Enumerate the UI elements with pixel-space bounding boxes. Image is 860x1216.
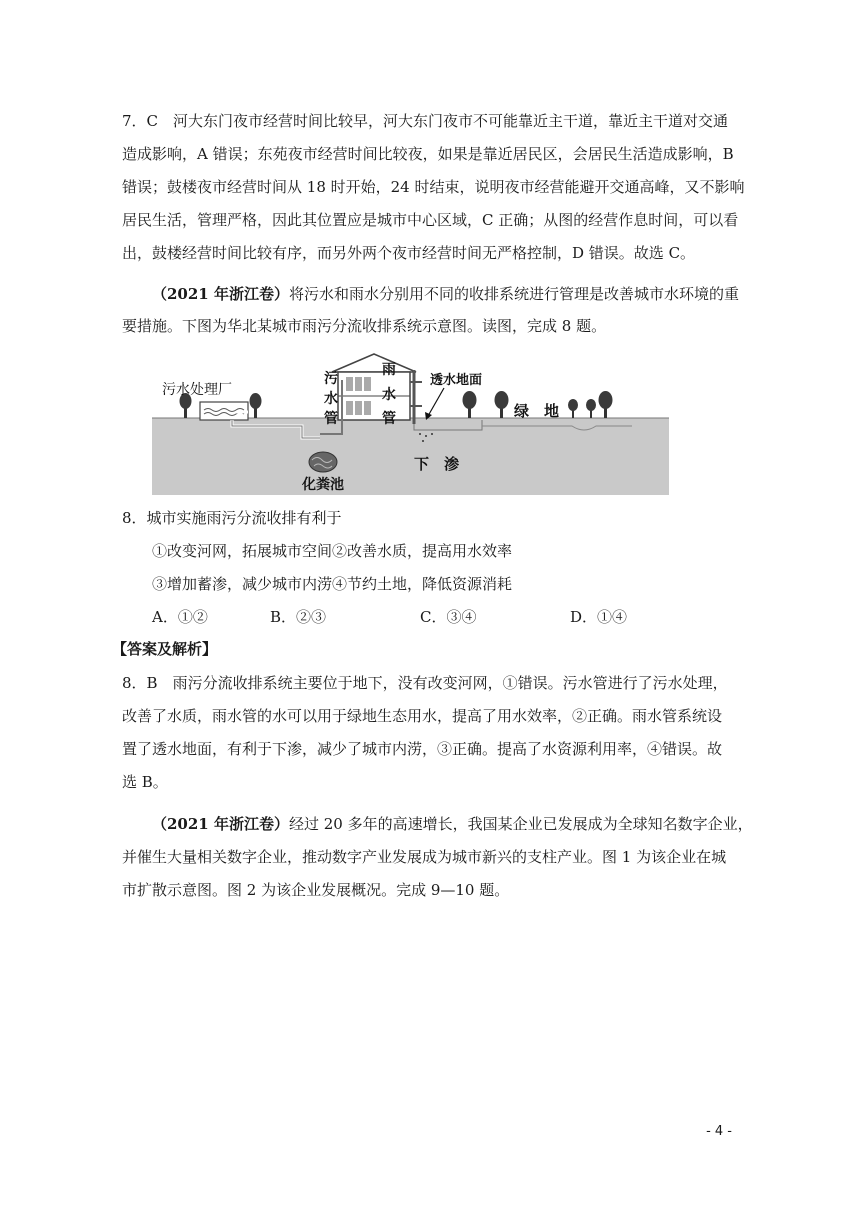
q8-options-line-1: ①改变河网，拓展城市空间②改善水质，提高用水效率: [152, 542, 513, 560]
q8-explanation-line-4: 选 B。: [122, 773, 168, 791]
q8-choice-d: D．①④: [570, 608, 628, 626]
q8-explanation-line-2: 改善了水质，雨水管的水可以用于绿地生态用水，提高了用水效率，②正确。雨水管系统设: [122, 707, 723, 725]
tree-icon: [495, 391, 509, 418]
q8-options-line-2: ③增加蓄渗，减少城市内涝④节约土地，降低资源消耗: [152, 575, 513, 593]
tree-icon: [250, 393, 262, 418]
rain-pipe-label-1: 雨: [382, 362, 396, 378]
answer-header: 【答案及解析】: [112, 640, 218, 658]
q7-explanation-line-4: 居民生活，管理严格，因此其位置应是城市中心区域，C 正确；从图的经营作息时间，可以看: [122, 211, 739, 229]
seep-label: 下 渗: [414, 455, 460, 473]
intro9-text: 经过 20 多年的高速增长，我国某企业已发展成为全球知名数字企业，: [288, 815, 753, 833]
rain-pipe-label-3: 管: [382, 411, 396, 427]
intro8-text: 将污水和雨水分别用不同的收排系统进行管理是改善城市水环境的重: [288, 285, 739, 303]
plant-label: 污水处理厂: [162, 382, 232, 398]
q7-explanation-line-2: 造成影响，A 错误；东苑夜市经营时间比较夜，如果是靠近居民区，会居民生活造成影响，B: [122, 145, 734, 163]
tree-icon: [463, 391, 477, 418]
intro8-source: （2021 年浙江卷）: [152, 285, 289, 303]
page-number: - 4 -: [706, 1124, 732, 1139]
tree-icon: [586, 399, 596, 418]
tree-icon: [568, 399, 578, 418]
q7-explanation-line-3: 错误；鼓楼夜市经营时间从 18 时开始，24 时结束，说明夜市经营能避开交通高峰，又不影响: [122, 178, 745, 196]
septic-label: 化粪池: [302, 477, 344, 493]
intro9-line-1: [152, 814, 753, 834]
intro8-line-2: 要措施。下图为华北某城市雨污分流收排系统示意图。读图，完成 8 题。: [122, 317, 607, 335]
q8-explanation-line-3: 置了透水地面，有利于下渗，减少了城市内涝，③正确。提高了水资源利用率，④错误。故: [122, 740, 723, 758]
septic-tank: [309, 452, 337, 472]
q7-explanation-line-5: 出，鼓楼经营时间比较有序，而另外两个夜市经营时间无严格控制，D 错误。故选 C。: [122, 244, 696, 262]
rain-pipe-label-2: 水: [382, 387, 396, 403]
sewage-pipe-label-3: 管: [324, 411, 338, 427]
q8-stem: 8．城市实施雨污分流收排有利于: [122, 509, 342, 527]
green-label: 绿 地: [514, 402, 560, 420]
intro9-line-3: 市扩散示意图。图 2 为该企业发展概况。完成 9—10 题。: [122, 881, 510, 899]
q8-choice-b: B．②③: [270, 608, 327, 626]
permeable-label: 透水地面: [430, 373, 483, 388]
sewage-pipe-label-1: 污: [324, 371, 338, 387]
rain-sewage-separation-diagram: [152, 350, 669, 495]
intro9-line-2: 并催生大量相关数字企业，推动数字产业发展成为城市新兴的支柱产业。图 1 为该企业在城: [122, 848, 727, 866]
intro8-line-1: [152, 284, 739, 304]
q7-explanation-line-1: 7．C 河大东门夜市经营时间比较早，河大东门夜市不可能靠近主干道，靠近主干道对交通: [122, 112, 729, 130]
q8-choice-c: C．③④: [420, 608, 477, 626]
intro9-source: （2021 年浙江卷）: [152, 815, 289, 833]
sewage-pipe-label-2: 水: [324, 391, 338, 407]
q8-choice-a: A．①②: [152, 608, 208, 626]
building-roof: [332, 354, 416, 372]
q8-explanation-line-1: 8．B 雨污分流收排系统主要位于地下，没有改变河网，①错误。污水管进行了污水处理，: [122, 674, 728, 692]
tree-icon: [599, 391, 613, 418]
ground: [152, 418, 669, 495]
